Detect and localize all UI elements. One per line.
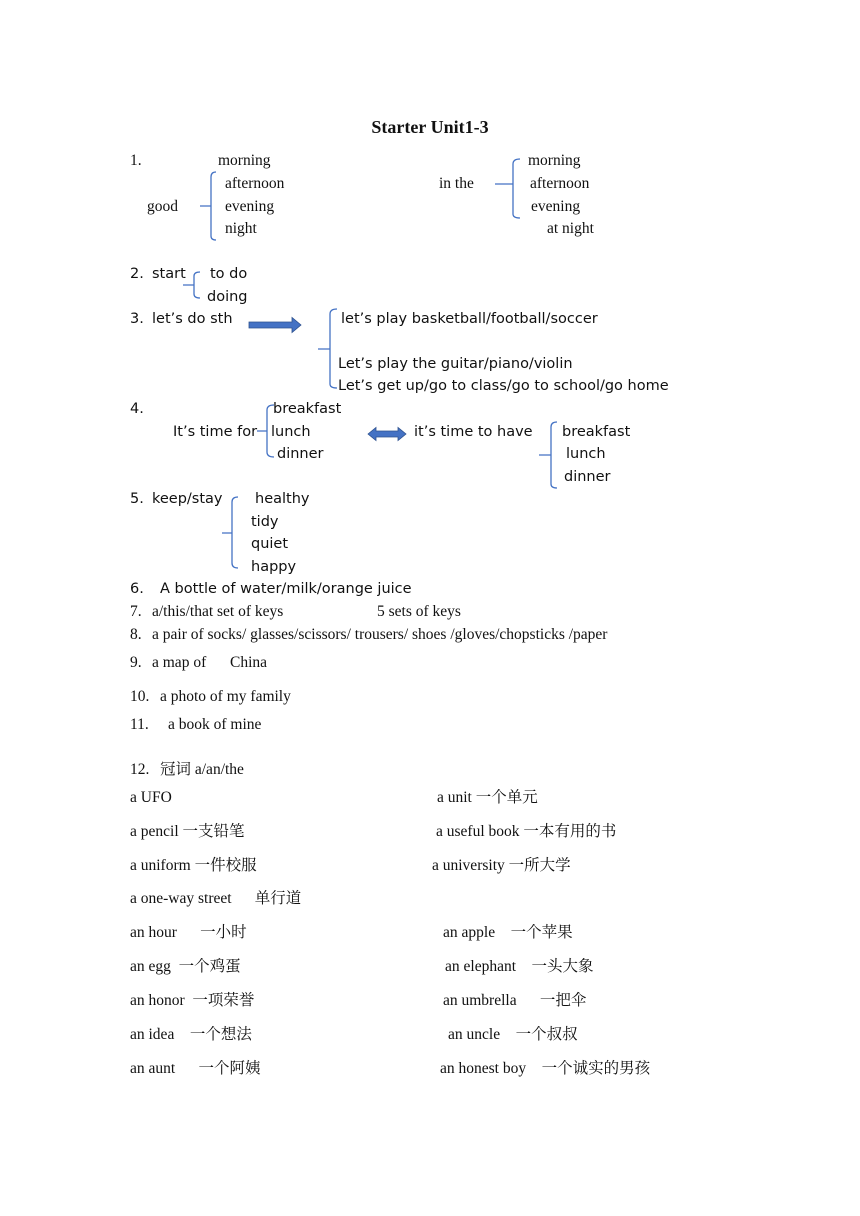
arrow-right-icon <box>249 318 301 333</box>
option-text: happy <box>251 559 297 575</box>
option-text: tidy <box>251 514 279 530</box>
article-example-right: an umbrella 一把伞 <box>443 992 587 1009</box>
option-text: Let’s play the guitar/piano/violin <box>338 356 573 372</box>
option-text: breakfast <box>273 401 342 417</box>
article-example-right: an honest boy 一个诚实的男孩 <box>440 1060 651 1077</box>
bracket-time-to-have <box>539 422 557 488</box>
item-number: 12. <box>130 761 150 778</box>
group-head: let’s do sth <box>152 311 233 327</box>
item-number: 11. <box>130 716 149 733</box>
option-text: lunch <box>271 424 311 440</box>
article-example-right: a university 一所大学 <box>432 857 571 874</box>
item-number: 1. <box>130 152 142 169</box>
article-example-left: an idea 一个想法 <box>130 1026 252 1043</box>
item-text: a book of mine <box>168 716 262 733</box>
bracket-keep-stay <box>222 497 238 568</box>
article-example-left: an honor 一项荣誉 <box>130 992 255 1009</box>
group-head: start <box>152 266 186 282</box>
article-example-left: an hour 一小时 <box>130 924 247 941</box>
group-head: it’s time to have <box>414 424 533 440</box>
item-number: 4. <box>130 401 144 417</box>
article-example-left: an egg 一个鸡蛋 <box>130 958 241 975</box>
item-number: 3. <box>130 311 144 327</box>
item-text: A bottle of water/milk/orange juice <box>160 581 412 597</box>
option-text: at night <box>547 220 594 237</box>
option-text: breakfast <box>562 424 631 440</box>
option-text: lunch <box>566 446 606 462</box>
option-text: doing <box>207 289 248 305</box>
option-text: morning <box>528 152 581 169</box>
article-example-right: an uncle 一个叔叔 <box>448 1026 578 1043</box>
double-arrow-icon <box>368 428 406 441</box>
article-example-left: a pencil 一支铅笔 <box>130 823 245 840</box>
article-example-left: a uniform 一件校服 <box>130 857 257 874</box>
option-text: quiet <box>251 536 289 552</box>
option-text: night <box>225 220 257 237</box>
option-text: to do <box>210 266 248 282</box>
item-text: a pair of socks/ glasses/scissors/ trousers/ shoes /gloves/chopsticks /paper <box>152 626 608 643</box>
option-text: dinner <box>277 446 324 462</box>
option-text: afternoon <box>530 175 590 192</box>
option-text: evening <box>225 198 275 215</box>
item-text: a photo of my family <box>160 688 291 705</box>
option-text: let’s play basketball/football/soccer <box>341 311 598 327</box>
article-example-left: a one-way street 单行道 <box>130 890 302 907</box>
item-number: 5. <box>130 491 144 507</box>
article-example-left: a UFO <box>130 789 172 806</box>
article-example-right: a useful book 一本有用的书 <box>436 823 617 840</box>
article-example-left: an aunt 一个阿姨 <box>130 1060 261 1077</box>
article-example-right: an elephant 一头大象 <box>445 958 594 975</box>
item-number: 8. <box>130 626 142 643</box>
item-text: 5 sets of keys <box>377 603 461 620</box>
article-example-right: a unit 一个单元 <box>437 789 538 806</box>
option-text: healthy <box>255 491 310 507</box>
item-number: 10. <box>130 688 150 705</box>
article-example-right: an apple 一个苹果 <box>443 924 573 941</box>
group-head: It’s time for <box>173 424 258 440</box>
bracket-good <box>200 172 216 240</box>
group-head: keep/stay <box>152 491 223 507</box>
item-text: a/this/that set of keys <box>152 603 284 620</box>
group-head: good <box>147 198 178 215</box>
option-text: evening <box>531 198 581 215</box>
bracket-lets-do-sth <box>318 309 337 388</box>
option-text: morning <box>218 152 271 169</box>
item-number: 9. <box>130 654 142 671</box>
bracket-in-the <box>495 159 520 218</box>
item-text: China <box>230 654 268 671</box>
page-title: Starter Unit1-3 <box>371 117 489 137</box>
option-text: dinner <box>564 469 611 485</box>
group-head: in the <box>439 175 474 192</box>
item-number: 6. <box>130 581 144 597</box>
option-text: Let’s get up/go to class/go to school/go home <box>338 378 669 394</box>
item-number: 7. <box>130 603 142 620</box>
item-text: 冠词 a/an/the <box>160 761 244 778</box>
option-text: afternoon <box>225 175 285 192</box>
item-number: 2. <box>130 266 144 282</box>
item-text: a map of <box>152 654 207 671</box>
